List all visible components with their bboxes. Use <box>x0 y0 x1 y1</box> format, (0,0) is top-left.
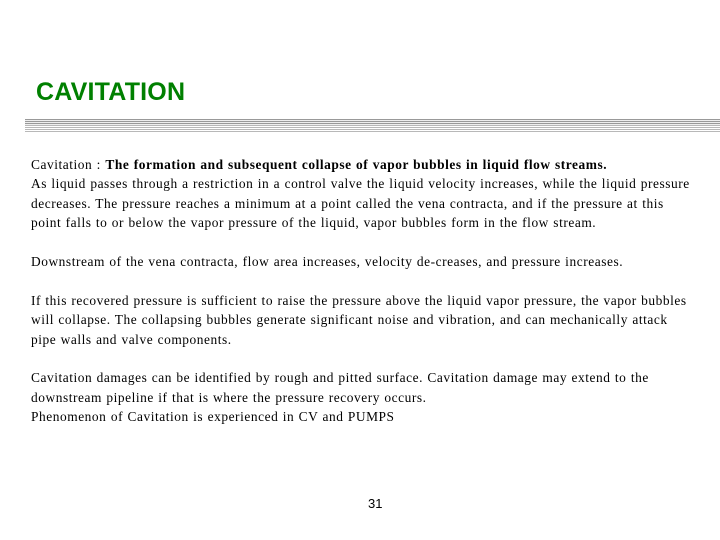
paragraph-restriction: As liquid passes through a restriction in a control valve the liquid velocity increases, while the liquid pressure decreases. The pressure reaches a minimum at a point called the vena contracta, and if the pressure at this point falls to or below the vapor pressure of the liquid, vapor bubbles form in the flow stream. <box>31 176 690 231</box>
paragraph-damage: Cavitation damages can be identified by rough and pitted surface. Cavitation damage may extend to the downstream pipeline if that is where the pressure recovery occurs. <box>31 370 649 405</box>
slide-title: CAVITATION <box>36 78 186 106</box>
paragraph-phenomenon: Phenomenon of Cavitation is experienced in CV and PUMPS <box>31 409 395 425</box>
page-number: 31 <box>368 496 383 511</box>
paragraph-recovered-pressure: If this recovered pressure is sufficient to raise the pressure above the liquid vapor pressure, the vapor bubbles will collapse. The collapsing bubbles generate significant noise and vibration, and can mechanically attack pipe walls and valve components. <box>31 292 687 347</box>
title-divider <box>25 119 720 133</box>
paragraph-definition <box>31 155 691 174</box>
paragraph-downstream: Downstream of the vena contracta, flow area increases, velocity de-creases, and pressure increases. <box>31 254 624 270</box>
definition-term: Cavitation : <box>31 157 106 172</box>
definition-text: The formation and subsequent collapse of vapor bubbles in liquid flow streams. <box>105 157 608 172</box>
slide-body <box>31 155 691 446</box>
